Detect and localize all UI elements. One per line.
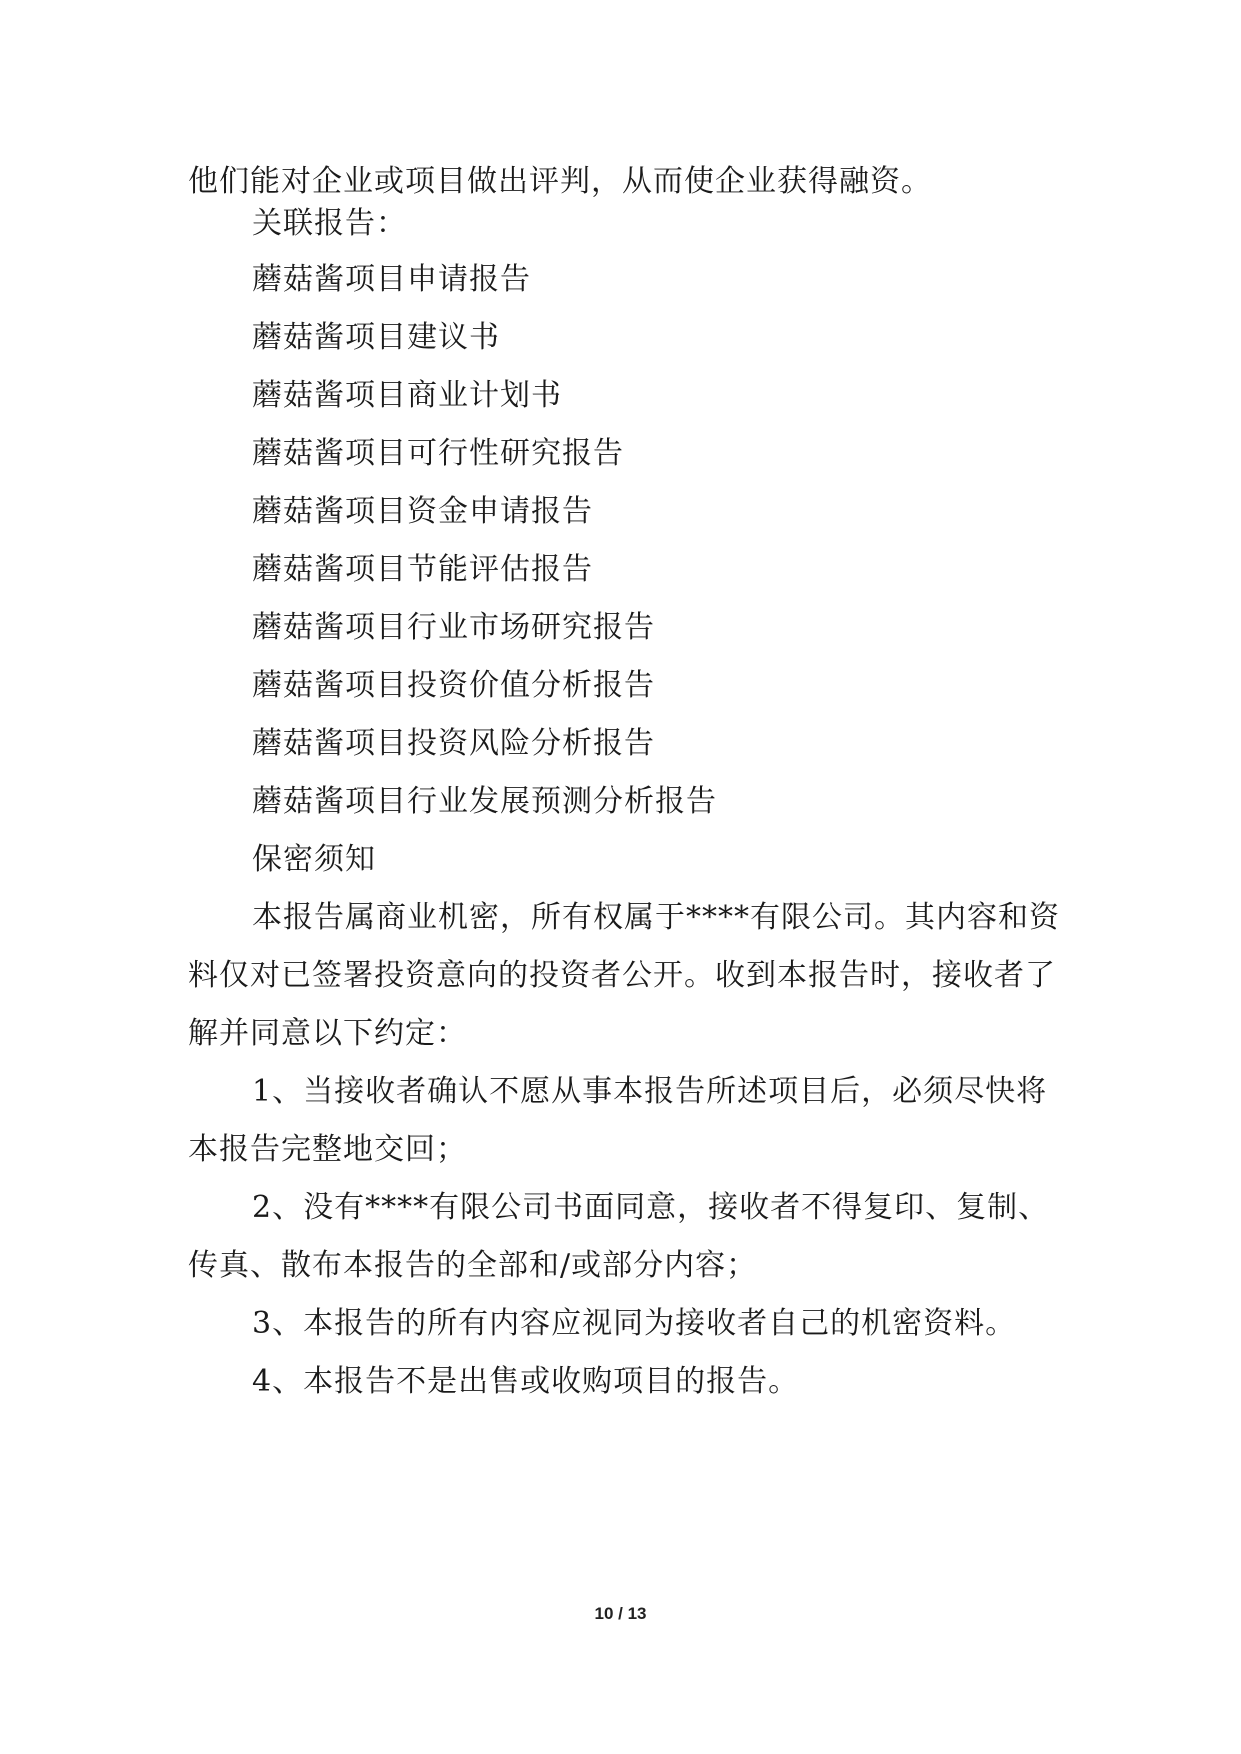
related-report-item: 蘑菇酱项目可行性研究报告 <box>252 436 624 471</box>
related-report-item: 蘑菇酱项目申请报告 <box>252 262 531 297</box>
related-report-item: 蘑菇酱项目投资风险分析报告 <box>252 726 655 761</box>
agreement-item: 4、本报告不是出售或收购项目的报告。 <box>252 1364 800 1399</box>
related-report-item: 蘑菇酱项目行业市场研究报告 <box>252 610 655 645</box>
paragraph-line: 料仅对已签署投资意向的投资者公开。收到本报告时，接收者了 <box>188 958 1056 993</box>
agreement-item: 2、没有****有限公司书面同意，接收者不得复印、复制、 <box>252 1190 1050 1225</box>
related-report-item: 蘑菇酱项目资金申请报告 <box>252 494 593 529</box>
related-report-item: 蘑菇酱项目投资价值分析报告 <box>252 668 655 703</box>
agreement-item-continued: 本报告完整地交回； <box>188 1132 467 1167</box>
page-number: 10 / 13 <box>594 1604 647 1623</box>
paragraph-line: 本报告属商业机密，所有权属于****有限公司。其内容和资 <box>252 900 1060 935</box>
paragraph-line: 他们能对企业或项目做出评判，从而使企业获得融资。 <box>188 164 932 199</box>
related-report-item: 蘑菇酱项目节能评估报告 <box>252 552 593 587</box>
agreement-item-continued: 传真、散布本报告的全部和/或部分内容； <box>188 1248 758 1283</box>
related-report-item: 蘑菇酱项目商业计划书 <box>252 378 562 413</box>
agreement-item: 1、当接收者确认不愿从事本报告所述项目后，必须尽快将 <box>252 1074 1048 1109</box>
related-report-item: 蘑菇酱项目行业发展预测分析报告 <box>252 784 717 819</box>
paragraph-line: 解并同意以下约定： <box>188 1016 467 1051</box>
related-report-item: 蘑菇酱项目建议书 <box>252 320 500 355</box>
confidentiality-heading: 保密须知 <box>252 842 376 877</box>
agreement-item: 3、本报告的所有内容应视同为接收者自己的机密资料。 <box>252 1306 1017 1341</box>
related-reports-heading: 关联报告： <box>252 206 407 241</box>
